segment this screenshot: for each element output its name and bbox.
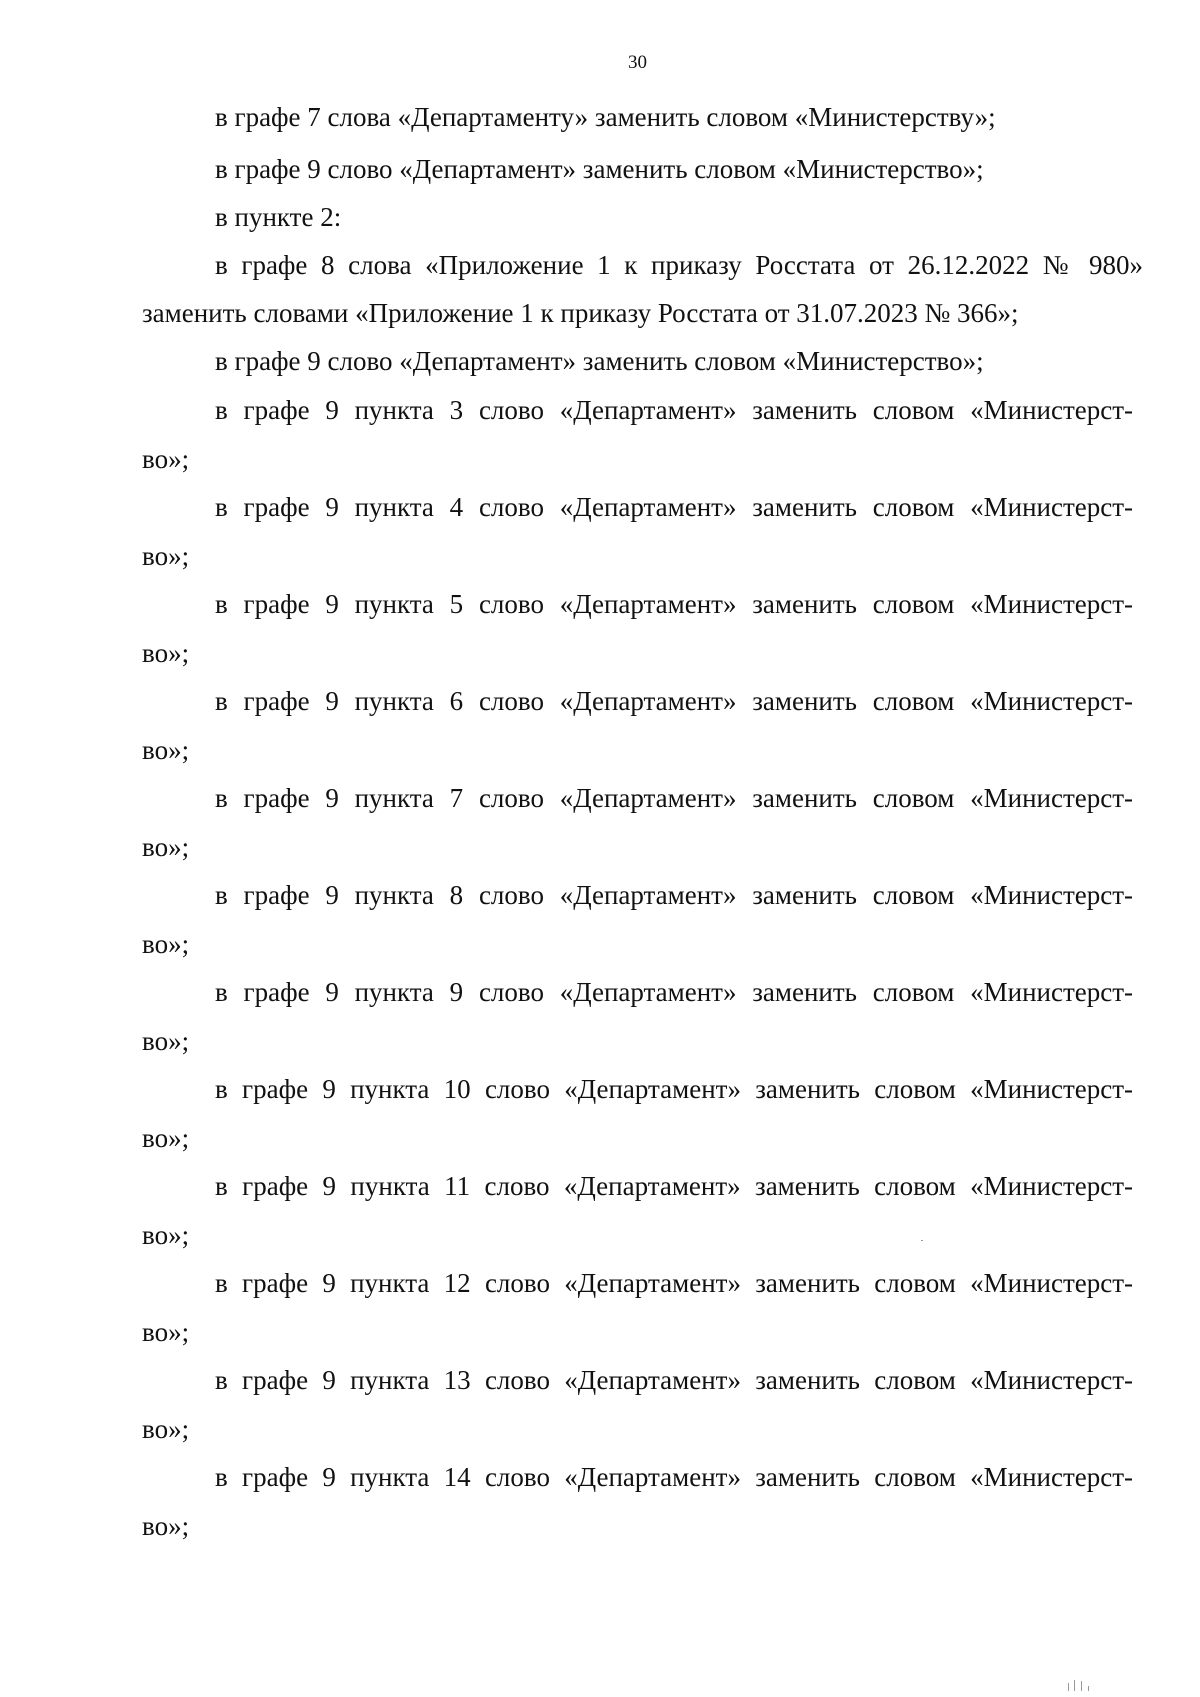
amendment-text: слово «Департамент» заменить словом «Министерст- — [478, 686, 1134, 716]
amendment-line — [215, 684, 1133, 718]
amendment-continuation: во»; — [142, 735, 190, 765]
amendment-continuation: во»; — [142, 1220, 190, 1250]
point-number: 14 — [443, 1462, 471, 1492]
amendment-prefix: в графе 9 пункта — [215, 686, 434, 716]
point-number: 8 — [449, 880, 464, 910]
amendment-line — [215, 878, 1133, 912]
amendment-prefix: в графе 9 пункта — [215, 589, 434, 619]
point-number: 6 — [449, 686, 464, 716]
point-number: 7 — [449, 783, 464, 813]
amendment-prefix: в графе 9 пункта — [215, 880, 434, 910]
point-number: 13 — [443, 1365, 471, 1395]
scan-speck — [1081, 1681, 1082, 1691]
point-number: 5 — [449, 589, 464, 619]
amendment-continuation: во»; — [142, 929, 190, 959]
point-number: 3 — [449, 395, 464, 425]
amendment-line — [215, 781, 1133, 815]
amendment-prefix: в графе 9 пункта — [215, 1365, 430, 1395]
amendment-continuation: во»; — [142, 541, 190, 571]
point-number: 4 — [449, 492, 464, 522]
amendment-line — [215, 1460, 1133, 1494]
point-number: 12 — [443, 1268, 471, 1298]
page-number: 30 — [628, 52, 647, 73]
scan-speck — [1088, 1686, 1089, 1691]
amendment-text: слово «Департамент» заменить словом «Министерст- — [478, 880, 1134, 910]
amendment-continuation: во»; — [142, 1511, 190, 1541]
amendment-text: слово «Департамент» заменить словом «Министерст- — [484, 1171, 1134, 1201]
amendment-continuation: во»; — [142, 1317, 190, 1347]
amendment-text: слово «Департамент» заменить словом «Министерст- — [478, 395, 1134, 425]
amendment-continuation: во»; — [142, 444, 190, 474]
amendment-continuation: во»; — [142, 1026, 190, 1056]
amendment-line — [215, 1363, 1133, 1397]
point-number: 10 — [443, 1074, 471, 1104]
amendment-text: слово «Департамент» заменить словом «Министерст- — [484, 1365, 1134, 1395]
paragraph-line: в графе 9 слово «Департамент» заменить словом «Министерство»; — [215, 154, 984, 184]
amendment-text: слово «Департамент» заменить словом «Министерст- — [478, 589, 1134, 619]
scan-speck — [1068, 1683, 1069, 1691]
amendment-line — [215, 1169, 1133, 1203]
point-number: 9 — [449, 977, 464, 1007]
scan-speck — [1074, 1680, 1075, 1691]
amendment-prefix: в графе 9 пункта — [215, 977, 434, 1007]
amendment-line — [215, 975, 1133, 1009]
amendment-text: слово «Департамент» заменить словом «Министерст- — [484, 1462, 1134, 1492]
amendment-prefix: в графе 9 пункта — [215, 1171, 430, 1201]
amendment-text: слово «Департамент» заменить словом «Министерст- — [478, 783, 1134, 813]
amendment-prefix: в графе 9 пункта — [215, 1462, 430, 1492]
amendment-continuation: во»; — [142, 832, 190, 862]
paragraph-line: в графе 8 слова «Приложение 1 к приказу Росстата от 26.12.2022 № 980» — [215, 250, 1143, 280]
amendment-continuation: во»; — [142, 1414, 190, 1444]
amendment-line — [215, 490, 1133, 524]
paragraph-line: в пункте 2: — [215, 202, 342, 232]
amendment-prefix: в графе 9 пункта — [215, 492, 434, 522]
amendment-text: слово «Департамент» заменить словом «Министерст- — [478, 492, 1134, 522]
amendment-line — [215, 1266, 1133, 1300]
amendment-line — [215, 587, 1133, 621]
amendment-prefix: в графе 9 пункта — [215, 1268, 430, 1298]
amendment-line — [215, 393, 1133, 427]
amendment-prefix: в графе 9 пункта — [215, 783, 434, 813]
amendment-text: слово «Департамент» заменить словом «Министерст- — [478, 977, 1134, 1007]
amendment-text: слово «Департамент» заменить словом «Министерст- — [484, 1074, 1134, 1104]
amendment-continuation: во»; — [142, 1123, 190, 1153]
scan-speck — [921, 1240, 923, 1241]
amendment-line — [215, 1072, 1133, 1106]
amendment-continuation: во»; — [142, 638, 190, 668]
amendment-prefix: в графе 9 пункта — [215, 395, 434, 425]
paragraph-line: в графе 9 слово «Департамент» заменить словом «Министерство»; — [215, 346, 984, 376]
paragraph-line: в графе 7 слова «Департаменту» заменить словом «Министерству»; — [215, 102, 996, 132]
amendment-text: слово «Департамент» заменить словом «Министерст- — [484, 1268, 1134, 1298]
amendment-prefix: в графе 9 пункта — [215, 1074, 430, 1104]
point-number: 11 — [444, 1171, 471, 1201]
paragraph-line: заменить словами «Приложение 1 к приказу Росстата от 31.07.2023 № 366»; — [142, 298, 1019, 328]
